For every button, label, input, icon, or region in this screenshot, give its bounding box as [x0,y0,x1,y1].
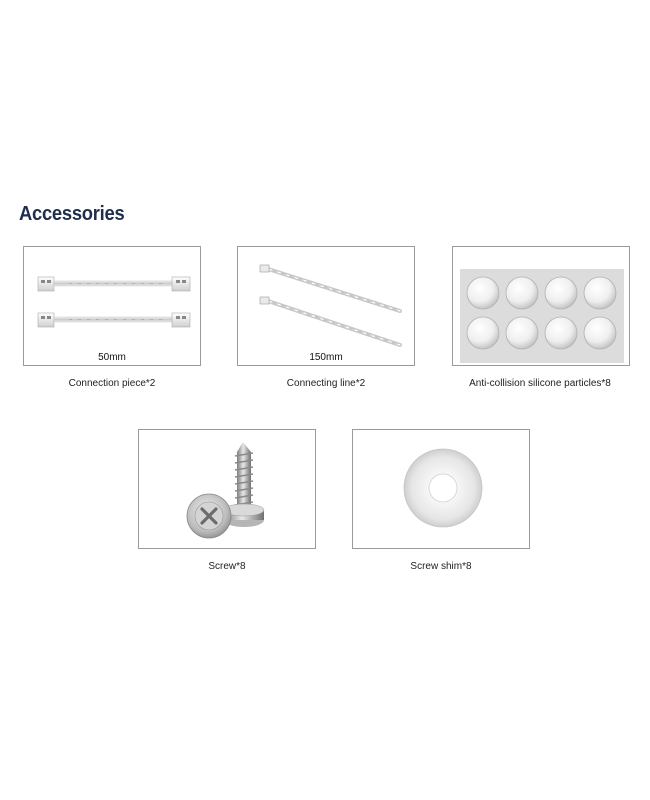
connection-piece-length-label: 50mm [98,352,126,363]
washer-icon [353,430,531,550]
caption-connecting-line: Connecting line*2 [286,378,366,389]
connecting-line-length-label: 150mm [309,352,343,363]
long-cable-icon [238,247,416,367]
section-title: Accessories [19,203,125,225]
caption-screw: Screw*8 [208,561,246,572]
screw-icon [139,430,317,550]
card-connecting-line [237,246,415,366]
card-screw [138,429,316,549]
card-silicone-particles [452,246,630,366]
caption-connection-piece: Connection piece*2 [68,378,156,389]
silicone-bumper-icon [453,247,631,367]
caption-screw-shim: Screw shim*8 [410,561,472,572]
connector-cable-icon [24,247,202,367]
caption-silicone-particles: Anti-collision silicone particles*8 [469,378,611,389]
card-connection-piece [23,246,201,366]
card-screw-shim [352,429,530,549]
